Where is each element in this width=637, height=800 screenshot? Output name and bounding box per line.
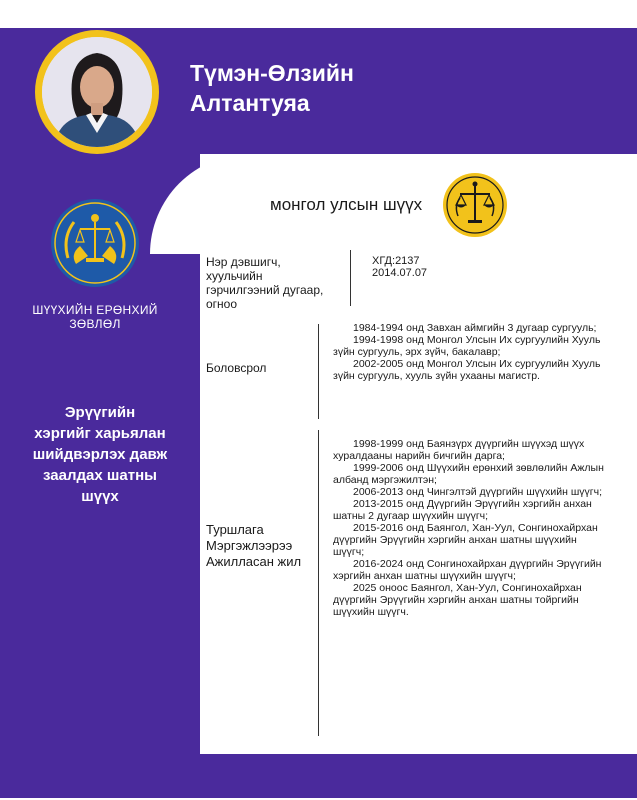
experience-divider: [318, 430, 319, 736]
person-name: [190, 58, 354, 118]
portrait-photo: [42, 37, 152, 147]
person-name-line2: Алтантуяа: [190, 90, 310, 116]
experience-item: 2006-2013 онд Чингэлтэй дүүргийн шүүхийн шүүгч;: [353, 486, 603, 498]
license-label-line: Нэр дэвшигч,: [206, 255, 281, 269]
court-role-line: Эрүүгийн: [64, 404, 136, 421]
license-label-line: огноо: [206, 297, 238, 311]
license-label-line: хуульчийн: [206, 269, 263, 283]
court-role-line: шийдвэрлэх давж: [32, 446, 168, 463]
experience-label-line: Мэргэжлээрээ: [206, 538, 293, 553]
education-item: 1984-1994 онд Завхан аймгийн 3 дугаар сургууль;: [353, 322, 597, 334]
council-name-line1: ШҮҮХИЙН ЕРӨНХИЙ: [32, 303, 158, 317]
court-role-line: хэргийг харьялан: [34, 425, 166, 442]
license-divider: [350, 250, 351, 306]
experience-item: 1999-2006 онд Шүүхийн ерөнхий зөвлөлийн Ажлын албанд мэргэжилтэн;: [333, 462, 604, 486]
experience-item: 2013-2015 онд Дүүргийн Эрүүгийн хэргийн анхан шатны 2 дугаар шүүхийн шүүгч;: [333, 498, 592, 522]
experience-item: 2025 оноос Баянгол, Хан-Уул, Сонгинохайрхан дүүргийн Эрүүгийн хэргийн анхан шатны тойргийн шүүхийн шүүгч.: [333, 582, 582, 618]
experience-list: [333, 438, 605, 618]
experience-item: 1998-1999 онд Баянзүрх дүүргийн шүүхэд шүүх хуралдааны нарийн бичгийн дарга;: [333, 438, 585, 462]
page-title: монгол улсын шүүх: [270, 195, 423, 214]
experience-label-line: Ажилласан жил: [206, 554, 302, 569]
experience-item: 2016-2024 онд Сонгинохайрхан дүүргийн Эрүүгийн хэргийн анхан шатны шүүхийн шүүгч;: [333, 558, 602, 582]
footer-band: [0, 754, 637, 798]
scales-of-justice-icon: [442, 172, 508, 238]
license-date: 2014.07.07: [372, 267, 428, 279]
council-name: [20, 303, 170, 331]
license-label: [206, 255, 346, 311]
portrait-icon: [42, 37, 152, 147]
person-name-line1: Түмэн-Өлзийн: [190, 60, 354, 86]
experience-item: 2015-2016 онд Баянгол, Хан-Уул, Сонгинохайрхан дүүргийн Эрүүгийн хэргийн анхан шатны шүүхийн шүүгч;: [333, 522, 598, 558]
education-list: [333, 322, 605, 382]
judicial-council-emblem-icon: [50, 198, 140, 288]
council-name-line2: ЗӨВЛӨЛ: [69, 317, 121, 331]
court-role: [30, 402, 170, 507]
license-number: ХГД:2137: [372, 255, 420, 267]
education-item: 1994-1998 онд Монгол Улсын Их сургуулийн Хууль зүйн сургууль, эрх зүйч, бакалавр;: [333, 334, 601, 358]
license-value: [372, 255, 427, 279]
education-item: 2002-2005 онд Монгол Улсын Их сургуулийн Хууль зүйн сургууль, хууль зүйн ухааны магистр.: [333, 358, 601, 382]
education-label: Боловсрол: [206, 361, 267, 375]
license-label-line: гэрчилгээний дугаар,: [206, 283, 324, 297]
experience-label: [206, 522, 301, 570]
court-role-line: шүүх: [81, 488, 119, 505]
education-divider: [318, 324, 319, 419]
experience-label-line: Туршлага: [206, 522, 264, 537]
court-role-line: заалдах шатны: [43, 467, 157, 484]
